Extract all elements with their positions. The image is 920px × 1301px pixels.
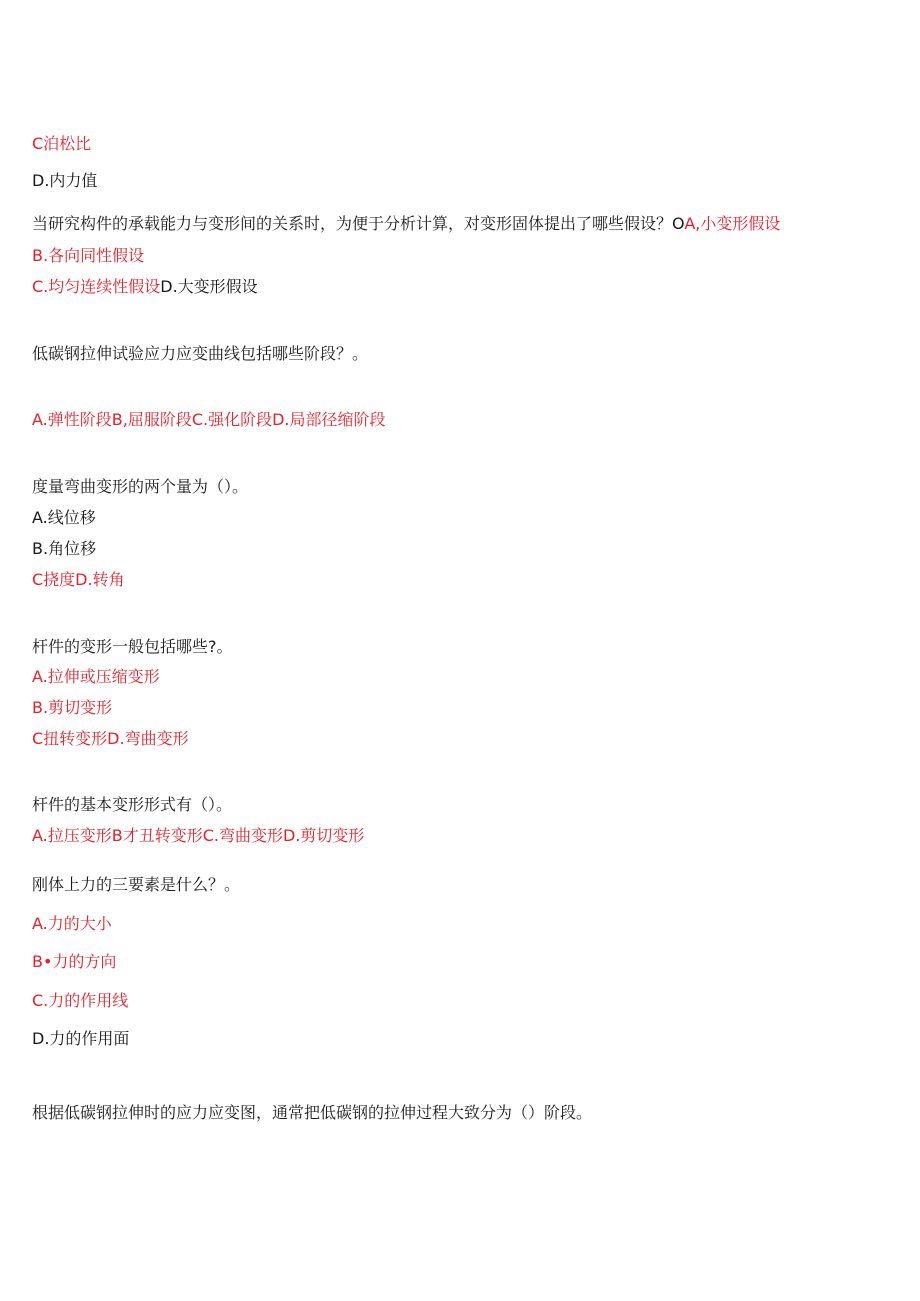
question-bending-measures: 度量弯曲变形的两个量为（）。 [32,477,249,496]
answer-option-c: C.均匀连续性假设 [32,277,161,296]
answer-option-a: A,小变形假设 [684,214,781,233]
answer-basic-deformation: A.拉压变形B才丑转变形C.弯曲变形D.剪切变形 [32,826,365,845]
question-tensile-process-stages: 根据低碳钢拉伸时的应力应变图，通常把低碳钢的拉伸过程大致分为（）阶段。 [32,1103,593,1122]
answer-option-b: B.剪切变形 [32,698,113,717]
question-basic-deformation: 杆件的基本变形形式有（）。 [32,795,233,814]
option-d: D.力的作用面 [32,1029,130,1048]
question-three-elements-force: 刚体上力的三要素是什么？。 [32,875,241,894]
answer-option-a: A.力的大小 [32,914,112,933]
option-b: B.角位移 [32,539,97,558]
question-stress-strain-stages: 低碳钢拉伸试验应力应变曲线包括哪些阶段？。 [32,344,369,363]
option-d-internal-force: D.内力值 [32,171,98,190]
option-c-poisson-ratio: C泊松比 [32,134,92,153]
options-c-d [32,277,258,297]
answer-option-b: B•力的方向 [32,952,117,971]
question-deformation-types: 杆件的变形一般包括哪些?。 [32,637,233,656]
answer-option-c: C.力的作用线 [32,991,129,1010]
question-text: 当研究构件的承载能力与变形间的关系时，为便于分析计算，对变形固体提出了哪些假设？O [32,214,685,233]
option-a: A.线位移 [32,508,96,527]
answer-options-c-d: C挠度D.转角 [32,570,125,589]
option-d: D.大变形假设 [160,277,258,296]
question-assumptions [32,214,780,234]
answer-option-a: A.拉伸或压缩变形 [32,667,160,686]
answer-options-c-d: C扭转变形D.弯曲变形 [32,729,189,748]
answer-option-b: B.各向同性假设 [32,246,145,265]
answer-stages: A.弹性阶段B,屈服阶段C.强化阶段D.局部径缩阶段 [32,410,386,429]
